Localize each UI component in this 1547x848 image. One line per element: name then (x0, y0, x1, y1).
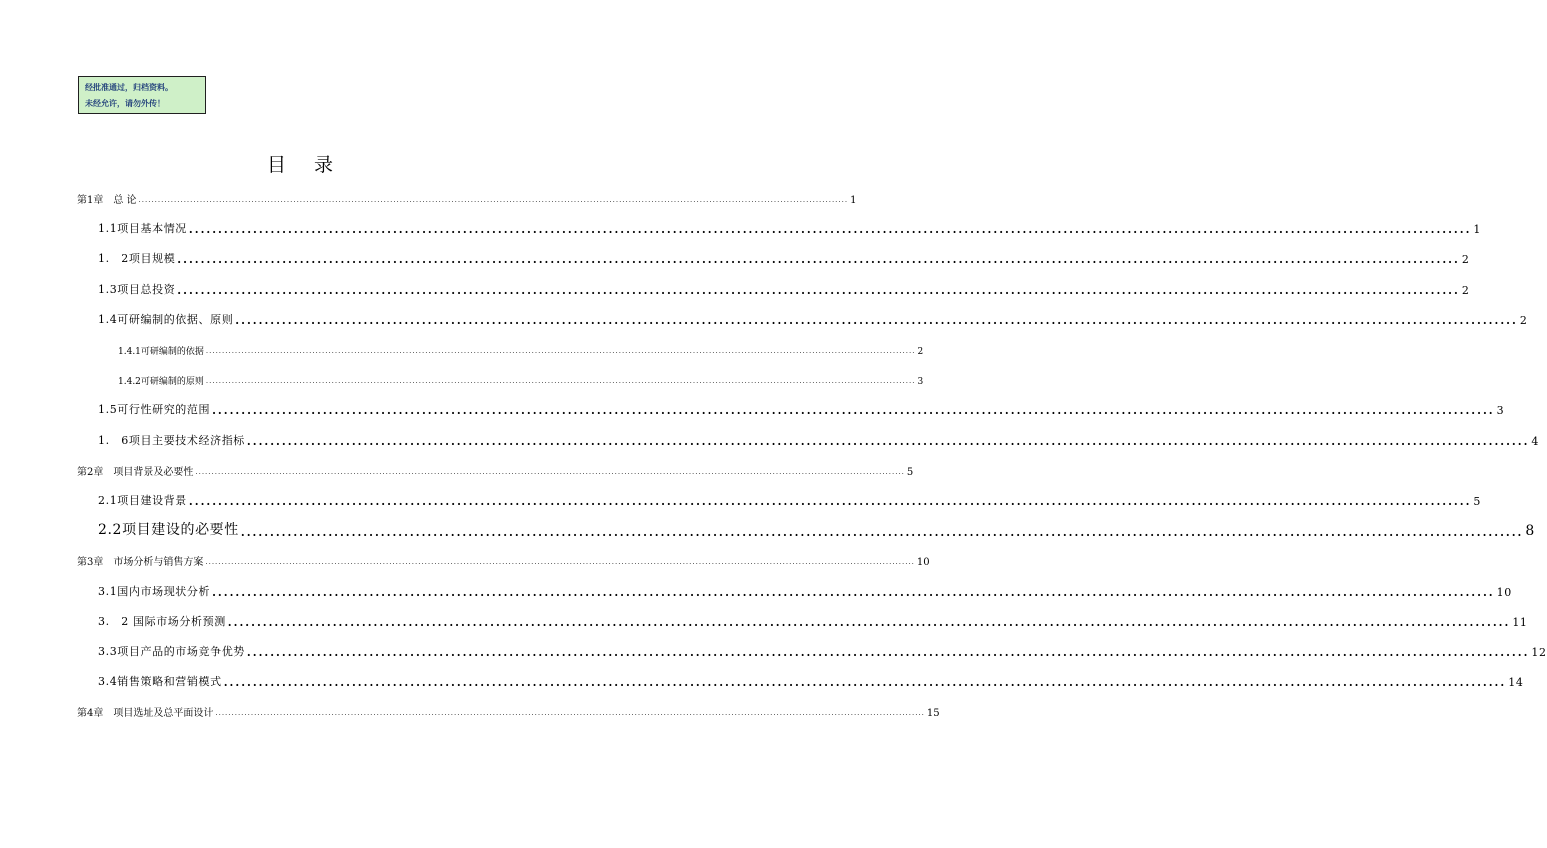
toc-entry-label: 1. 6项目主要技术经济指标 (98, 433, 245, 447)
toc-leader-dots: ............................................................................................................................................................................................................................ (188, 223, 1472, 237)
toc-entry-label: 2.1项目建设背景 (98, 494, 187, 507)
toc-entry-page-number: 2 (1519, 313, 1528, 327)
toc-entry-label: 1.4.2可研编制的原则 (118, 377, 204, 388)
toc-entry[interactable] (98, 432, 1540, 448)
toc-entry-page-number: 4 (1531, 434, 1540, 448)
toc-entry[interactable] (98, 673, 1524, 690)
toc-entry-page-number: 11 (1512, 615, 1528, 629)
notice-line-1: 经批准通过，归档资料。 (85, 83, 173, 92)
toc-entry-label: 1. 2项目规模 (98, 252, 176, 266)
toc-entry-label: 第3章 市场分析与销售方案 (77, 557, 204, 569)
toc-entry-page-number: 3 (917, 377, 924, 388)
toc-entry-page-number: 5 (906, 466, 914, 478)
toc-leader-dots: ............................................................................................................................................................................................................................ (205, 558, 915, 567)
toc-entry-label: 第2章 项目背景及必要性 (77, 466, 194, 478)
toc-leader-dots: ............................................................................................................................................................................................................................ (246, 646, 1530, 659)
toc-entry-label: 3. 2 国际市场分析预测 (98, 614, 226, 628)
toc-leader-dots: ............................................................................................................................................................................................................................ (212, 585, 1495, 599)
toc-entry-label: 2.2项目建设的必要性 (98, 522, 239, 539)
toc-leader-dots: ............................................................................................................................................................................................................................ (246, 434, 1530, 448)
toc-leader-dots: ............................................................................................................................................................................................................................ (188, 495, 1472, 508)
toc-entry-page-number: 10 (916, 557, 930, 569)
toc-entry[interactable] (98, 643, 1547, 659)
toc-entry[interactable] (98, 519, 1535, 540)
toc-entry[interactable] (98, 250, 1470, 267)
toc-entry-page-number: 5 (1473, 495, 1482, 508)
toc-leader-dots: ............................................................................................................................................................................................................................ (177, 283, 1460, 297)
toc-entry-label: 1.1项目基本情况 (98, 222, 187, 236)
toc-entry[interactable] (98, 311, 1528, 327)
toc-entry[interactable] (77, 190, 857, 206)
toc-entry-page-number: 12 (1531, 646, 1547, 659)
toc-leader-dots: ............................................................................................................................................................................................................................ (215, 709, 925, 718)
toc-leader-dots: ............................................................................................................................................................................................................................ (227, 615, 1511, 629)
toc-leader-dots: ............................................................................................................................................................................................................................ (138, 196, 849, 204)
toc-leader-dots: ............................................................................................................................................................................................................................ (223, 676, 1507, 690)
toc-entry[interactable] (98, 583, 1512, 599)
toc-entry-label: 1.4可研编制的依据、原则 (98, 312, 234, 326)
toc-entry[interactable] (98, 492, 1482, 508)
toc-entry-page-number: 1 (1473, 223, 1482, 237)
toc-entry[interactable] (98, 613, 1528, 629)
toc-entry-page-number: 10 (1496, 585, 1512, 599)
toc-entry[interactable] (77, 552, 930, 569)
toc-entry-label: 3.3项目产品的市场竞争优势 (98, 645, 245, 658)
toc-leader-dots: ............................................................................................................................................................................................................................ (177, 253, 1460, 267)
toc-entry-page-number: 15 (926, 708, 940, 720)
toc-entry-page-number: 2 (1461, 253, 1470, 267)
toc-entry[interactable] (98, 220, 1482, 237)
toc-leader-dots: ............................................................................................................................................................................................................................ (235, 313, 1518, 327)
toc-entry-page-number: 1 (850, 195, 857, 206)
toc-entry-label: 第4章 项目选址及总平面设计 (77, 708, 214, 720)
notice-line-2: 未经允许，请勿外传！ (85, 99, 165, 108)
confidential-notice-box (78, 76, 206, 114)
toc-leader-dots: ............................................................................................................................................................................................................................ (212, 404, 1495, 418)
toc-leader-dots: ............................................................................................................................................................................................................................ (195, 467, 905, 476)
toc-title: 目录 (266, 154, 361, 176)
toc-entry[interactable] (77, 462, 914, 478)
toc-entry[interactable] (118, 371, 924, 388)
toc-entry[interactable] (77, 703, 940, 720)
toc-entry[interactable] (98, 281, 1470, 297)
toc-entry[interactable] (98, 401, 1505, 418)
toc-entry-page-number: 2 (1461, 283, 1470, 297)
toc-entry-label: 3.1国内市场现状分析 (98, 584, 211, 598)
toc-entry-page-number: 2 (917, 347, 924, 357)
toc-entry-page-number: 8 (1525, 523, 1535, 540)
toc-entry-label: 1.4.1可研编制的依据 (118, 347, 204, 357)
toc-leader-dots: ............................................................................................................................................................................................................................ (240, 526, 1524, 540)
toc-entry[interactable] (118, 341, 924, 357)
toc-entry-label: 1.3项目总投资 (98, 282, 176, 296)
toc-entry-label: 3.4销售策略和营销模式 (98, 675, 222, 689)
toc-leader-dots: ............................................................................................................................................................................................................................ (205, 377, 916, 386)
toc-entry-label: 1.5可行性研究的范围 (98, 403, 211, 417)
toc-entry-label: 第1章 总 论 (77, 195, 137, 206)
toc-entry-page-number: 14 (1508, 676, 1524, 690)
toc-leader-dots: ............................................................................................................................................................................................................................ (205, 347, 916, 355)
toc-entry-page-number: 3 (1496, 404, 1505, 418)
